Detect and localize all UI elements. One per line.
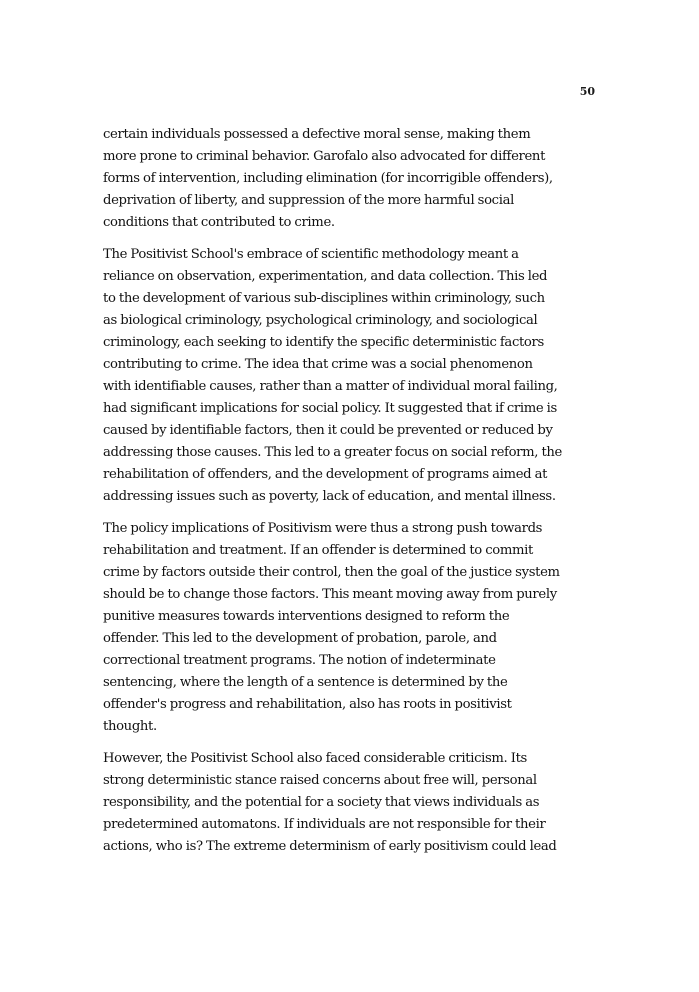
text-line: reliance on observation, experimentation, and data collection. This led — [103, 269, 548, 284]
text-line: thought. — [103, 719, 157, 734]
text-line: rehabilitation of offenders, and the development of programs aimed at — [103, 467, 548, 482]
text-line: actions, who is? The extreme determinism of early positivism could lead — [103, 839, 557, 854]
text-line: addressing those causes. This led to a greater focus on social reform, the — [103, 445, 563, 460]
text-line: correctional treatment programs. The notion of indeterminate — [103, 653, 496, 668]
page-number: 50 — [579, 85, 595, 98]
text-line: predetermined automatons. If individuals are not responsible for their — [103, 817, 546, 832]
text-line: sentencing, where the length of a sentence is determined by the — [103, 675, 508, 690]
text-line: forms of intervention, including elimination (for incorrigible offenders), — [103, 171, 553, 186]
text-line: rehabilitation and treatment. If an offender is determined to commit — [103, 543, 533, 558]
text-line: deprivation of liberty, and suppression of the more harmful social — [103, 193, 514, 208]
text-line: criminology, each seeking to identify the specific deterministic factors — [103, 335, 544, 350]
paragraph — [103, 124, 603, 234]
text-line: crime by factors outside their control, then the goal of the justice system — [103, 565, 560, 580]
text-line: contributing to crime. The idea that crime was a social phenomenon — [103, 357, 533, 372]
text-line: more prone to criminal behavior. Garofalo also advocated for different — [103, 149, 546, 164]
paragraph — [103, 244, 603, 508]
text-line: conditions that contributed to crime. — [103, 215, 335, 230]
text-line: to the development of various sub-disciplines within criminology, such — [103, 291, 545, 306]
body-text — [103, 124, 603, 868]
paragraph — [103, 518, 603, 738]
text-line: punitive measures towards interventions designed to reform the — [103, 609, 510, 624]
text-line: strong deterministic stance raised concerns about free will, personal — [103, 773, 537, 788]
text-line: as biological criminology, psychological criminology, and sociological — [103, 313, 538, 328]
text-line: caused by identifiable factors, then it could be prevented or reduced by — [103, 423, 553, 438]
text-line: addressing issues such as poverty, lack of education, and mental illness. — [103, 489, 556, 504]
text-line: responsibility, and the potential for a society that views individuals as — [103, 795, 540, 810]
text-line: The Positivist School's embrace of scientific methodology meant a — [103, 247, 519, 262]
paragraph — [103, 748, 603, 858]
text-line: had significant implications for social policy. It suggested that if crime is — [103, 401, 557, 416]
text-line: with identifiable causes, rather than a matter of individual moral failing, — [103, 379, 558, 394]
text-line: should be to change those factors. This meant moving away from purely — [103, 587, 557, 602]
text-line: certain individuals possessed a defective moral sense, making them — [103, 127, 531, 142]
text-line: offender's progress and rehabilitation, also has roots in positivist — [103, 697, 512, 712]
text-line: offender. This led to the development of probation, parole, and — [103, 631, 497, 646]
text-line: However, the Positivist School also faced considerable criticism. Its — [103, 751, 527, 766]
text-line: The policy implications of Positivism were thus a strong push towards — [103, 521, 543, 536]
